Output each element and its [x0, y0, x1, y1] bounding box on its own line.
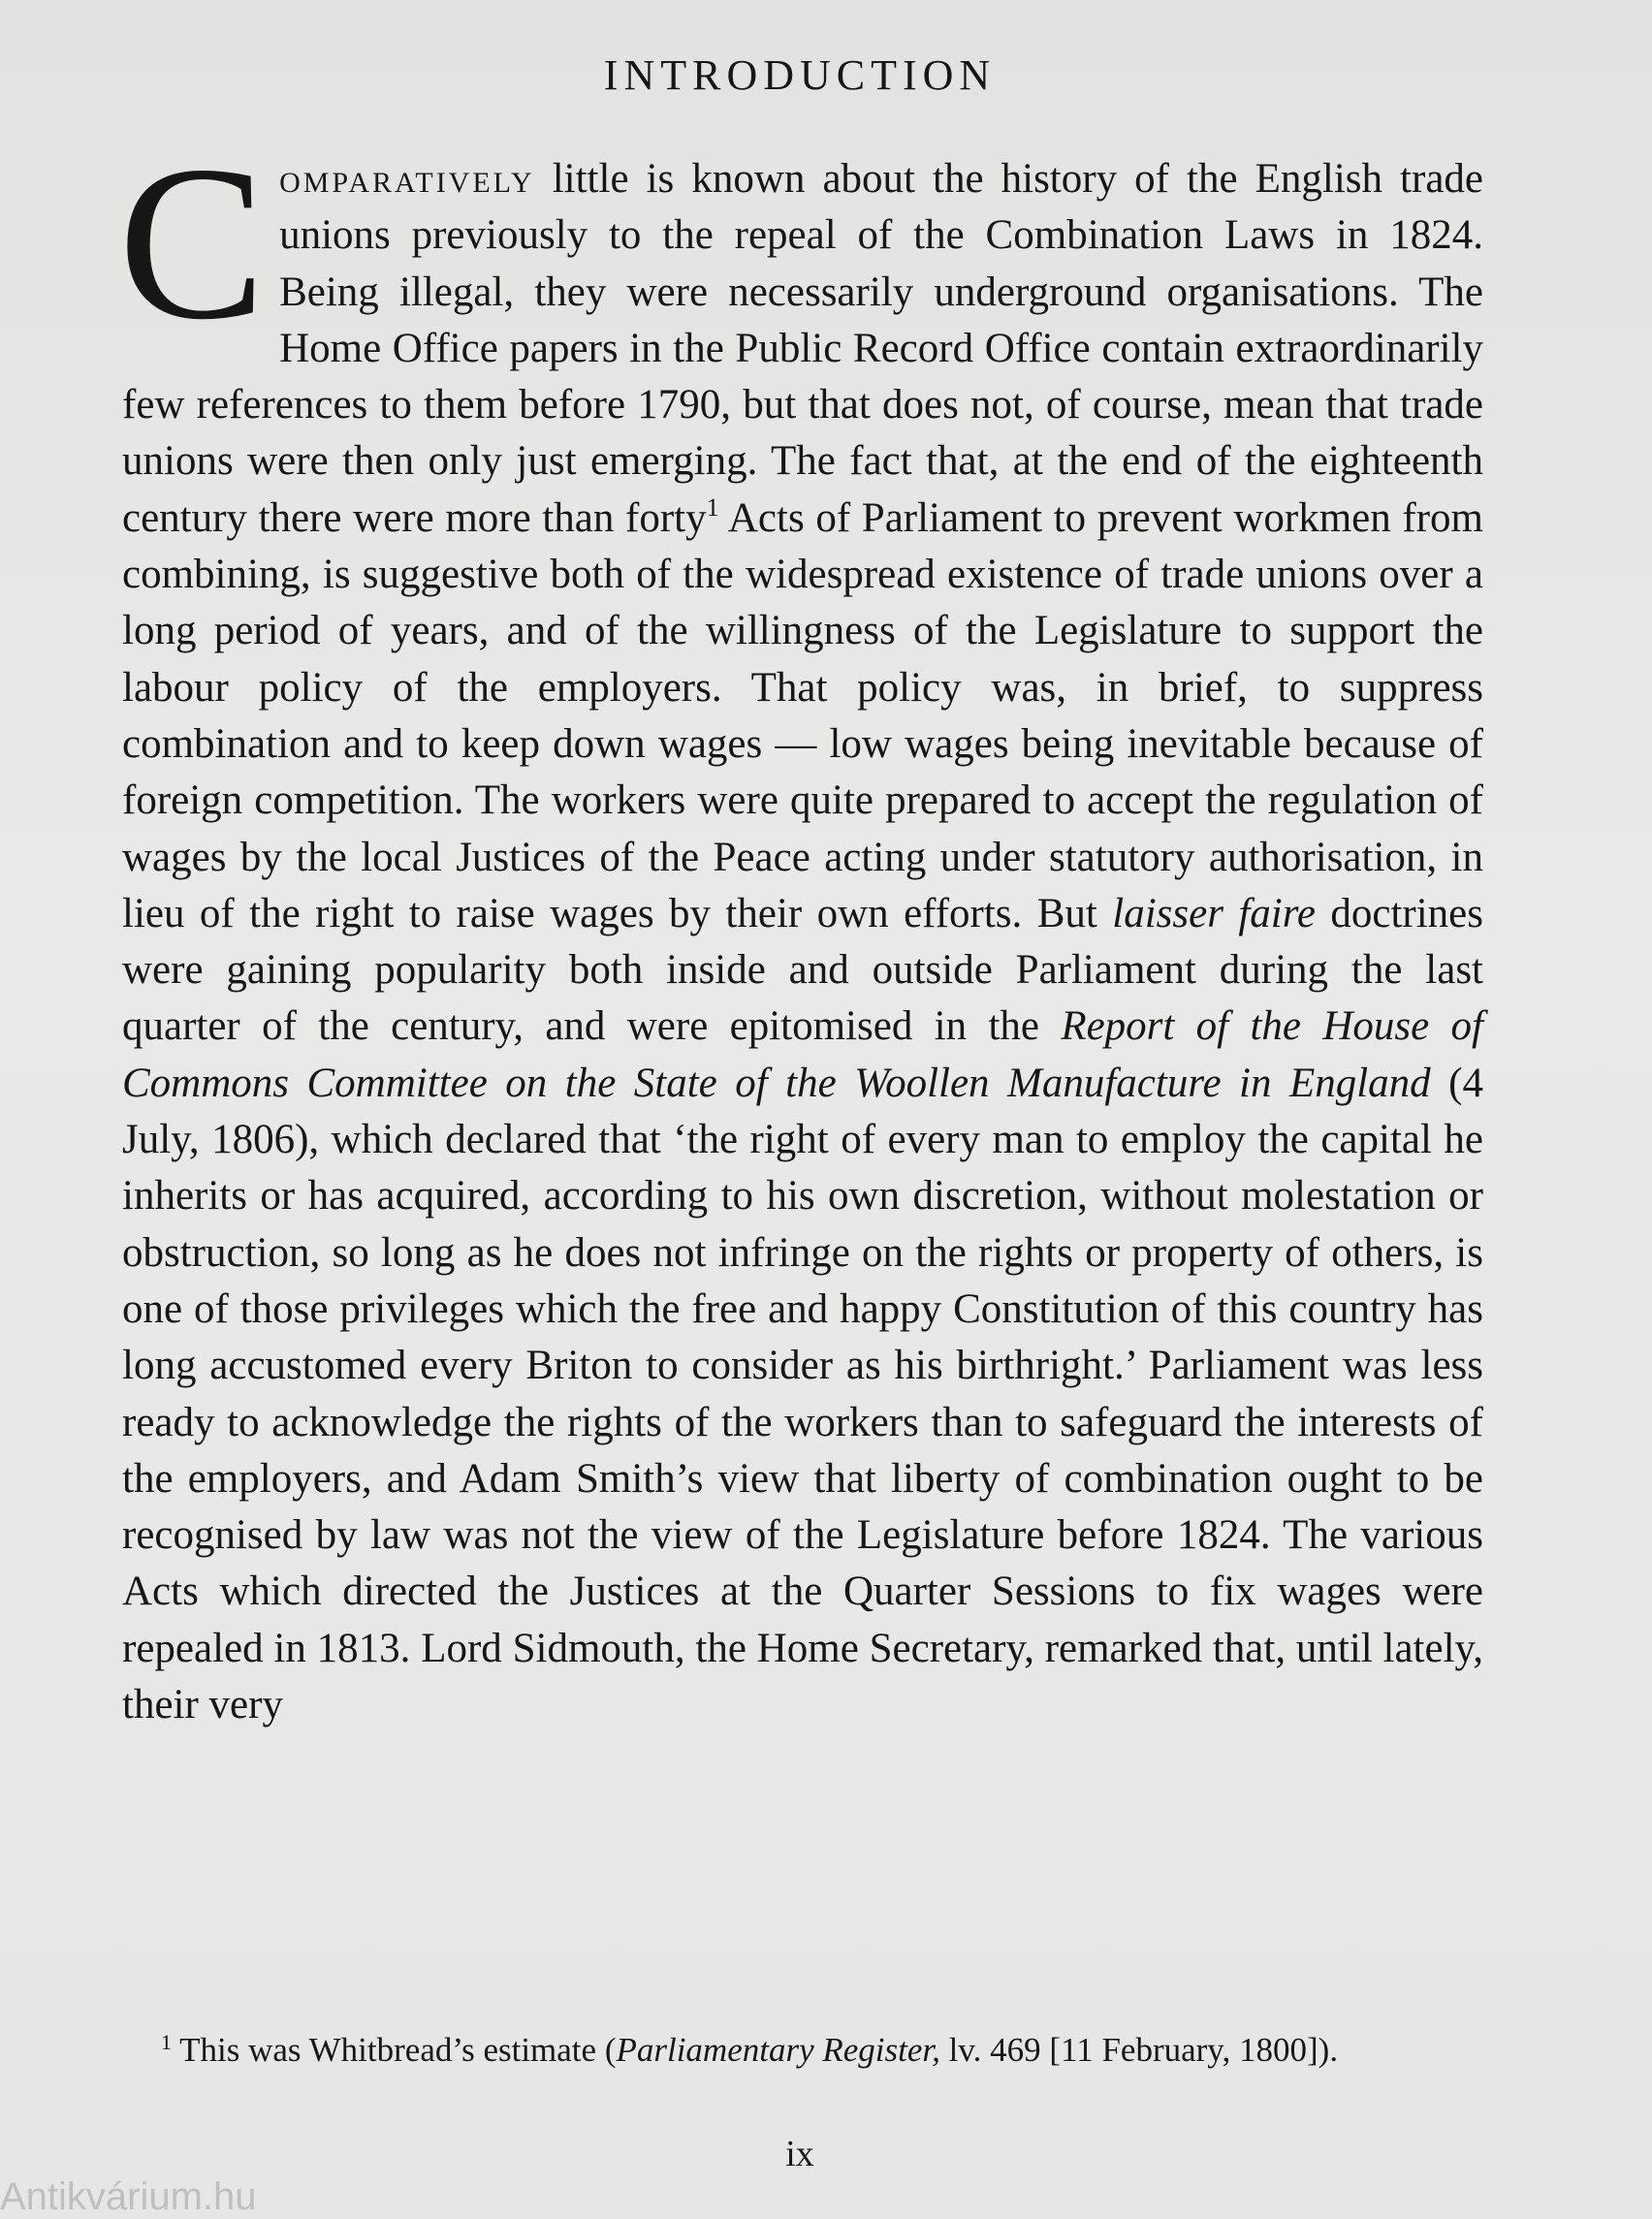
- italic-report-title: Report of the House of Commons Committee on the State of the Woollen Manufacture in England: [122, 1003, 1483, 1106]
- drop-cap: C: [118, 121, 267, 365]
- watermark: Antikvárium.hu: [0, 2175, 257, 2218]
- footnote-text-part-1: This was Whitbread’s estimate (: [172, 2031, 617, 2069]
- body-text-part-1: little is known about the history of the English trade unions previously to the repeal of the Combination Laws in 1824. Being illegal, they were necessarily underground organisations. The Home Office papers in the Public Record Office contain extraordinarily few references to them before 1790, but that does not, of course, mean that trade unions were then only just emerging. The fact that, at the end of the eighteenth century there were more than forty: [122, 156, 1483, 541]
- body-text-part-3: doctrines were gaining popularity both inside and outside Parliament during the last quarter of the century, and were epitomised in the: [122, 890, 1483, 1050]
- footnote-text-part-2: lv. 469 [11 February, 1800]).: [939, 2031, 1339, 2069]
- body-text-part-4: (4 July, 1806), which declared that ‘the right of every man to employ the capital he inherits or has acquired, according to his own discretion, without molestation or obstruction, so long as he does not infringe on the rights or property of others, is one of those privileges which the free and happy Constitution of this country has long accustomed every Briton to consider as his birthright.’ Parliament was less ready to acknowledge the rights of the workers than to safeguard the interests of the employers, and Adam Smith’s view that liberty of combination ought to be recognised by law was not the view of the Legislature before 1824. The various Acts which directed the Justices at the Quarter Sessions to fix wages were repealed in 1813. Lord Sidmouth, the Home Secretary, remarked that, until lately, their very: [122, 1060, 1483, 1728]
- page-number: ix: [785, 2134, 814, 2174]
- footnote-italic-source: Parliamentary Register,: [616, 2031, 940, 2069]
- chapter-heading: INTRODUCTION: [603, 51, 997, 99]
- footnote-reference: 1: [706, 492, 719, 522]
- footnote-marker: 1: [161, 2030, 172, 2054]
- body-text-part-2: Acts of Parliament to prevent workmen from combining, is suggestive both of the widespread existence of trade unions over a long period of years, and of the willingness of the Legislature to support the labour policy of the employers. That policy was, in brief, to suppress combination and to keep down wages — low wages being inevitable because of foreign competition. The workers were quite prepared to accept the regulation of wages by the local Justices of the Peace acting under statutory authorisation, in lieu of the right to raise wages by their own efforts. But: [122, 494, 1483, 936]
- body-paragraph: [118, 121, 1483, 1733]
- italic-phrase-laisser-faire: laisser faire: [1112, 890, 1316, 936]
- lead-in-small-caps: omparatively: [279, 156, 535, 202]
- footnote: [122, 2026, 1483, 2075]
